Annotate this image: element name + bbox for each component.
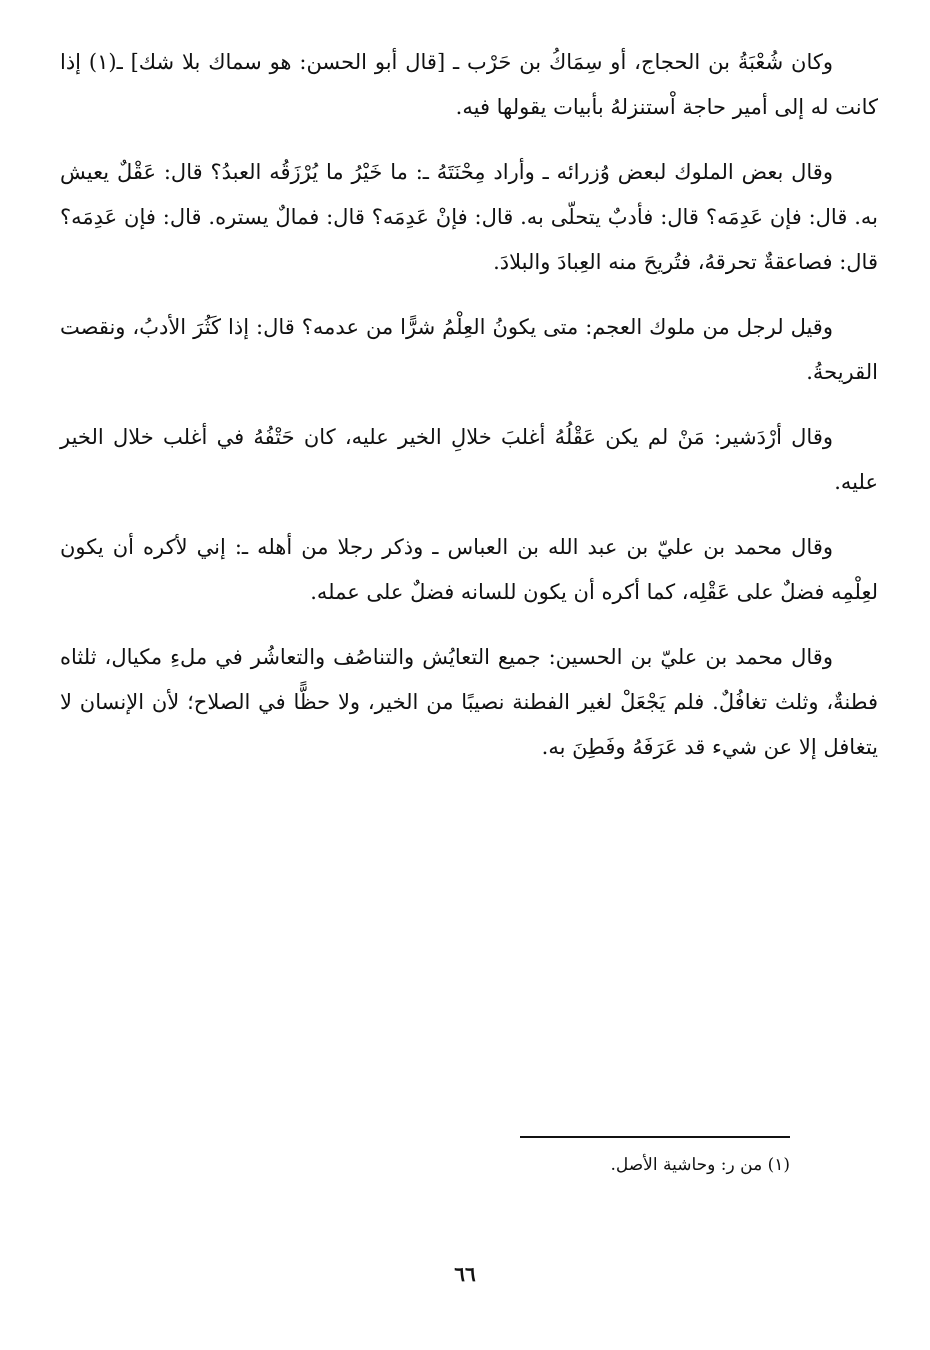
body-text — [60, 40, 878, 790]
paragraph: وقال محمد بن عليّ بن الحسين: جميع التعايُش والتناصُف والتعاشُر في ملءِ مكيال، ثلثاه فطنةٌ، وثلث تغافُلٌ. فلم يَجْعَلْ لغير الفطنة نصيبًا من الخير، ولا حظًّا في الصلاح؛ لأن الإنسان لا يتغافل إلا عن شيء قد عَرَفَهُ وفَطِنَ به. — [60, 645, 878, 759]
paragraph: وقال أرْدَشير: مَنْ لم يكن عَقْلُهُ أغلبَ خلالِ الخير عليه، كان حَتْفُهُ في أغلب خلال الخير عليه. — [60, 425, 878, 494]
paragraph: وقال بعض الملوك لبعض وُزرائه ـ وأراد مِحْنَتَهُ ـ: ما خَيْرُ ما يُرْزَقُه العبدُ؟ قال: عَقْلٌ يعيش به. قال: فإن عَدِمَه؟ قال: فأدبٌ يتحلّى به. قال: فإنْ عَدِمَه؟ قال: فمالٌ يستره. قال: فإن عَدِمَه؟ قال: فصاعقةٌ تحرقهُ، فتُريحَ منه العِبادَ والبلادَ. — [60, 160, 878, 274]
paragraph: وكان شُعْبَةُ بن الحجاج، أو سِمَاكُ بن حَرْب ـ [قال أبو الحسن: هو سماك بلا شك] ـ(١) إذا كانت له إلى أمير حاجة اْستنزلهُ بأبيات يقولها فيه. — [60, 50, 878, 119]
footnote: (١) من ر: وحاشية الأصل. — [610, 1155, 790, 1175]
paragraph: وقال محمد بن عليّ بن عبد الله بن العباس ـ وذكر رجلا من أهله ـ: إني لأكره أن يكون لعِلْمِه فضلٌ على عَقْلِه، كما أكره أن يكون للسانه فضلٌ على عمله. — [60, 535, 878, 604]
footnote-divider — [520, 1136, 790, 1138]
page-number: ٦٦ — [454, 1262, 476, 1286]
paragraph: وقيل لرجل من ملوك العجم: متى يكونُ العِلْمُ شرًّا من عدمه؟ قال: إذا كَثُرَ الأدبُ، ونقصت القريحةُ. — [60, 315, 878, 384]
